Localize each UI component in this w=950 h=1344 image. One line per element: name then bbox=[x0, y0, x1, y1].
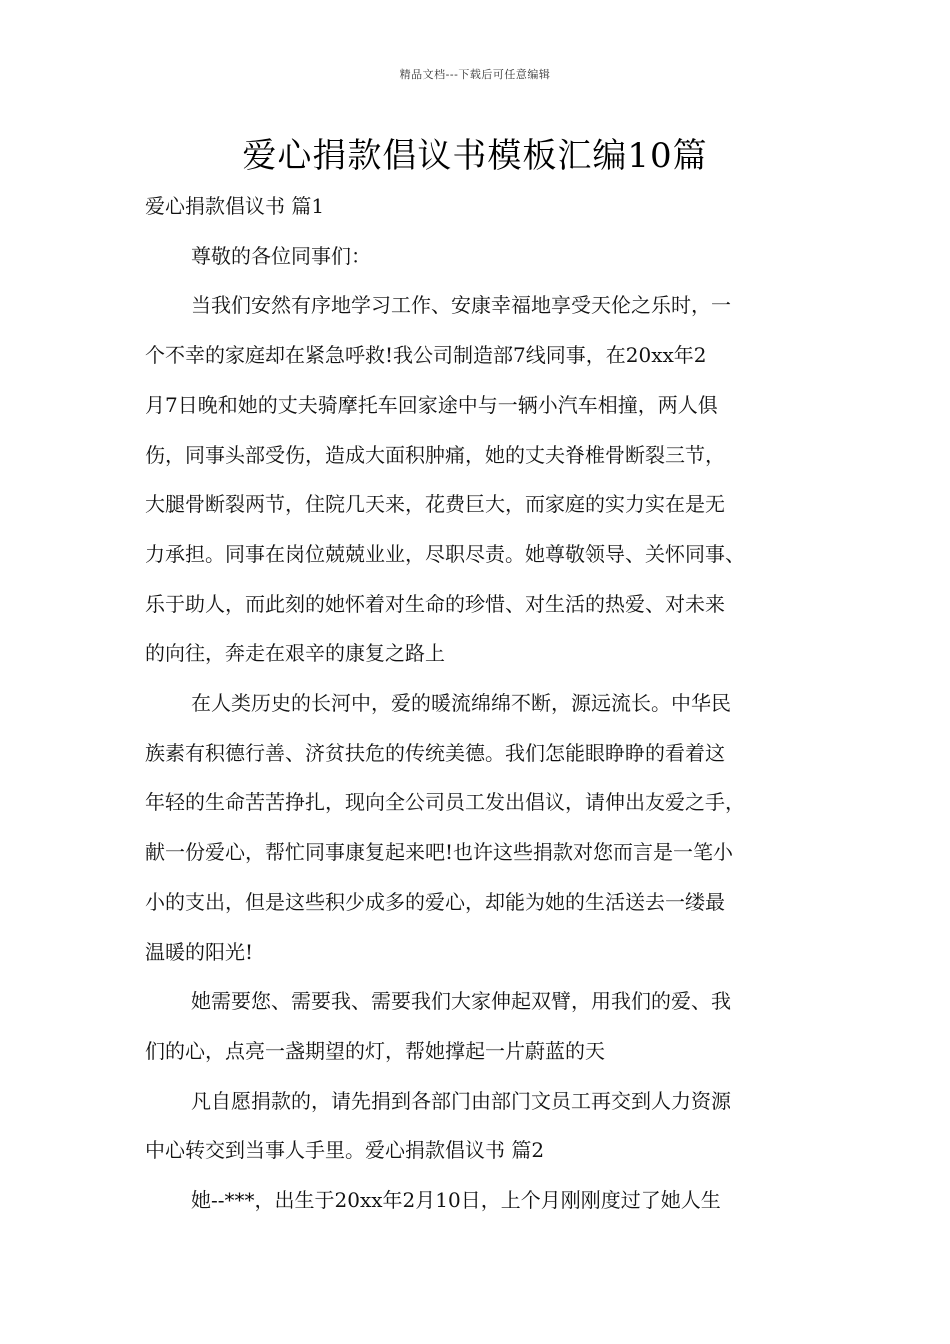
paragraph-line: 年轻的生命苦苦挣扎，现向全公司员工发出倡议，请伸出友爱之手， bbox=[145, 790, 745, 815]
document-title: 爱心捐款倡议书模板汇编10篇 bbox=[242, 136, 708, 176]
paragraph-line: 乐于助人，而此刻的她怀着对生命的珍惜、对生活的热爱、对未来 bbox=[145, 591, 725, 616]
paragraph-line: 大腿骨断裂两节，住院几天来，花费巨大，而家庭的实力实在是无 bbox=[145, 492, 725, 517]
paragraph-line: 小的支出，但是这些积少成多的爱心，却能为她的生活送去一缕最 bbox=[145, 889, 725, 914]
paragraph-line: 月7日晚和她的丈夫骑摩托车回家途中与一辆小汽车相撞，两人俱 bbox=[145, 392, 718, 417]
paragraph-line: 在人类历史的长河中，爱的暖流绵绵不断，源远流长。中华民 bbox=[191, 691, 731, 716]
paragraph bbox=[145, 679, 810, 977]
paragraph-list bbox=[145, 232, 810, 1226]
paragraph bbox=[145, 232, 810, 282]
paragraph-line: 的向往，奔走在艰辛的康复之路上 bbox=[145, 641, 445, 666]
paragraph-line: 尊敬的各位同事们： bbox=[191, 243, 371, 268]
paragraph-line: 族素有积德行善、济贫扶危的传统美德。我们怎能眼睁睁的看着这 bbox=[145, 740, 725, 765]
paragraph-line: 力承担。同事在岗位兢兢业业，尽职尽责。她尊敬领导、关怀同事、 bbox=[145, 541, 745, 566]
paragraph-line: 献一份爱心，帮忙同事康复起来吧!也许这些捐款对您而言是一笔小 bbox=[145, 840, 734, 865]
paragraph-line: 中心转交到当事人手里。爱心捐款倡议书 篇2 bbox=[145, 1138, 545, 1163]
header-note: 精品文档---下载后可任意编辑 bbox=[399, 68, 551, 81]
paragraph-line: 们的心，点亮一盏期望的灯，帮她撑起一片蔚蓝的天 bbox=[145, 1038, 605, 1063]
paragraph bbox=[145, 281, 810, 679]
section-heading: 爱心捐款倡议书 篇1 bbox=[145, 194, 325, 218]
paragraph-line: 温暖的阳光! bbox=[145, 939, 254, 964]
paragraph-line: 她需要您、需要我、需要我们大家伸起双臂，用我们的爱、我 bbox=[191, 989, 731, 1014]
paragraph-line: 当我们安然有序地学习工作、安康幸福地享受天伦之乐时，一 bbox=[191, 293, 731, 318]
document-body bbox=[145, 182, 810, 1226]
paragraph-line: 伤，同事头部受伤，造成大面积肿痛，她的丈夫脊椎骨断裂三节， bbox=[145, 442, 725, 467]
paragraph-line: 她--***，出生于20xx年2月10日，上个月刚刚度过了她人生 bbox=[191, 1188, 721, 1213]
paragraph-line: 凡自愿捐款的，请先捐到各部门由部门文员工再交到人力资源 bbox=[191, 1088, 731, 1113]
paragraph bbox=[145, 1077, 810, 1176]
paragraph bbox=[145, 977, 810, 1076]
paragraph bbox=[145, 1176, 810, 1226]
paragraph-line: 个不幸的家庭却在紧急呼救!我公司制造部7线同事，在20xx年2 bbox=[145, 343, 707, 368]
